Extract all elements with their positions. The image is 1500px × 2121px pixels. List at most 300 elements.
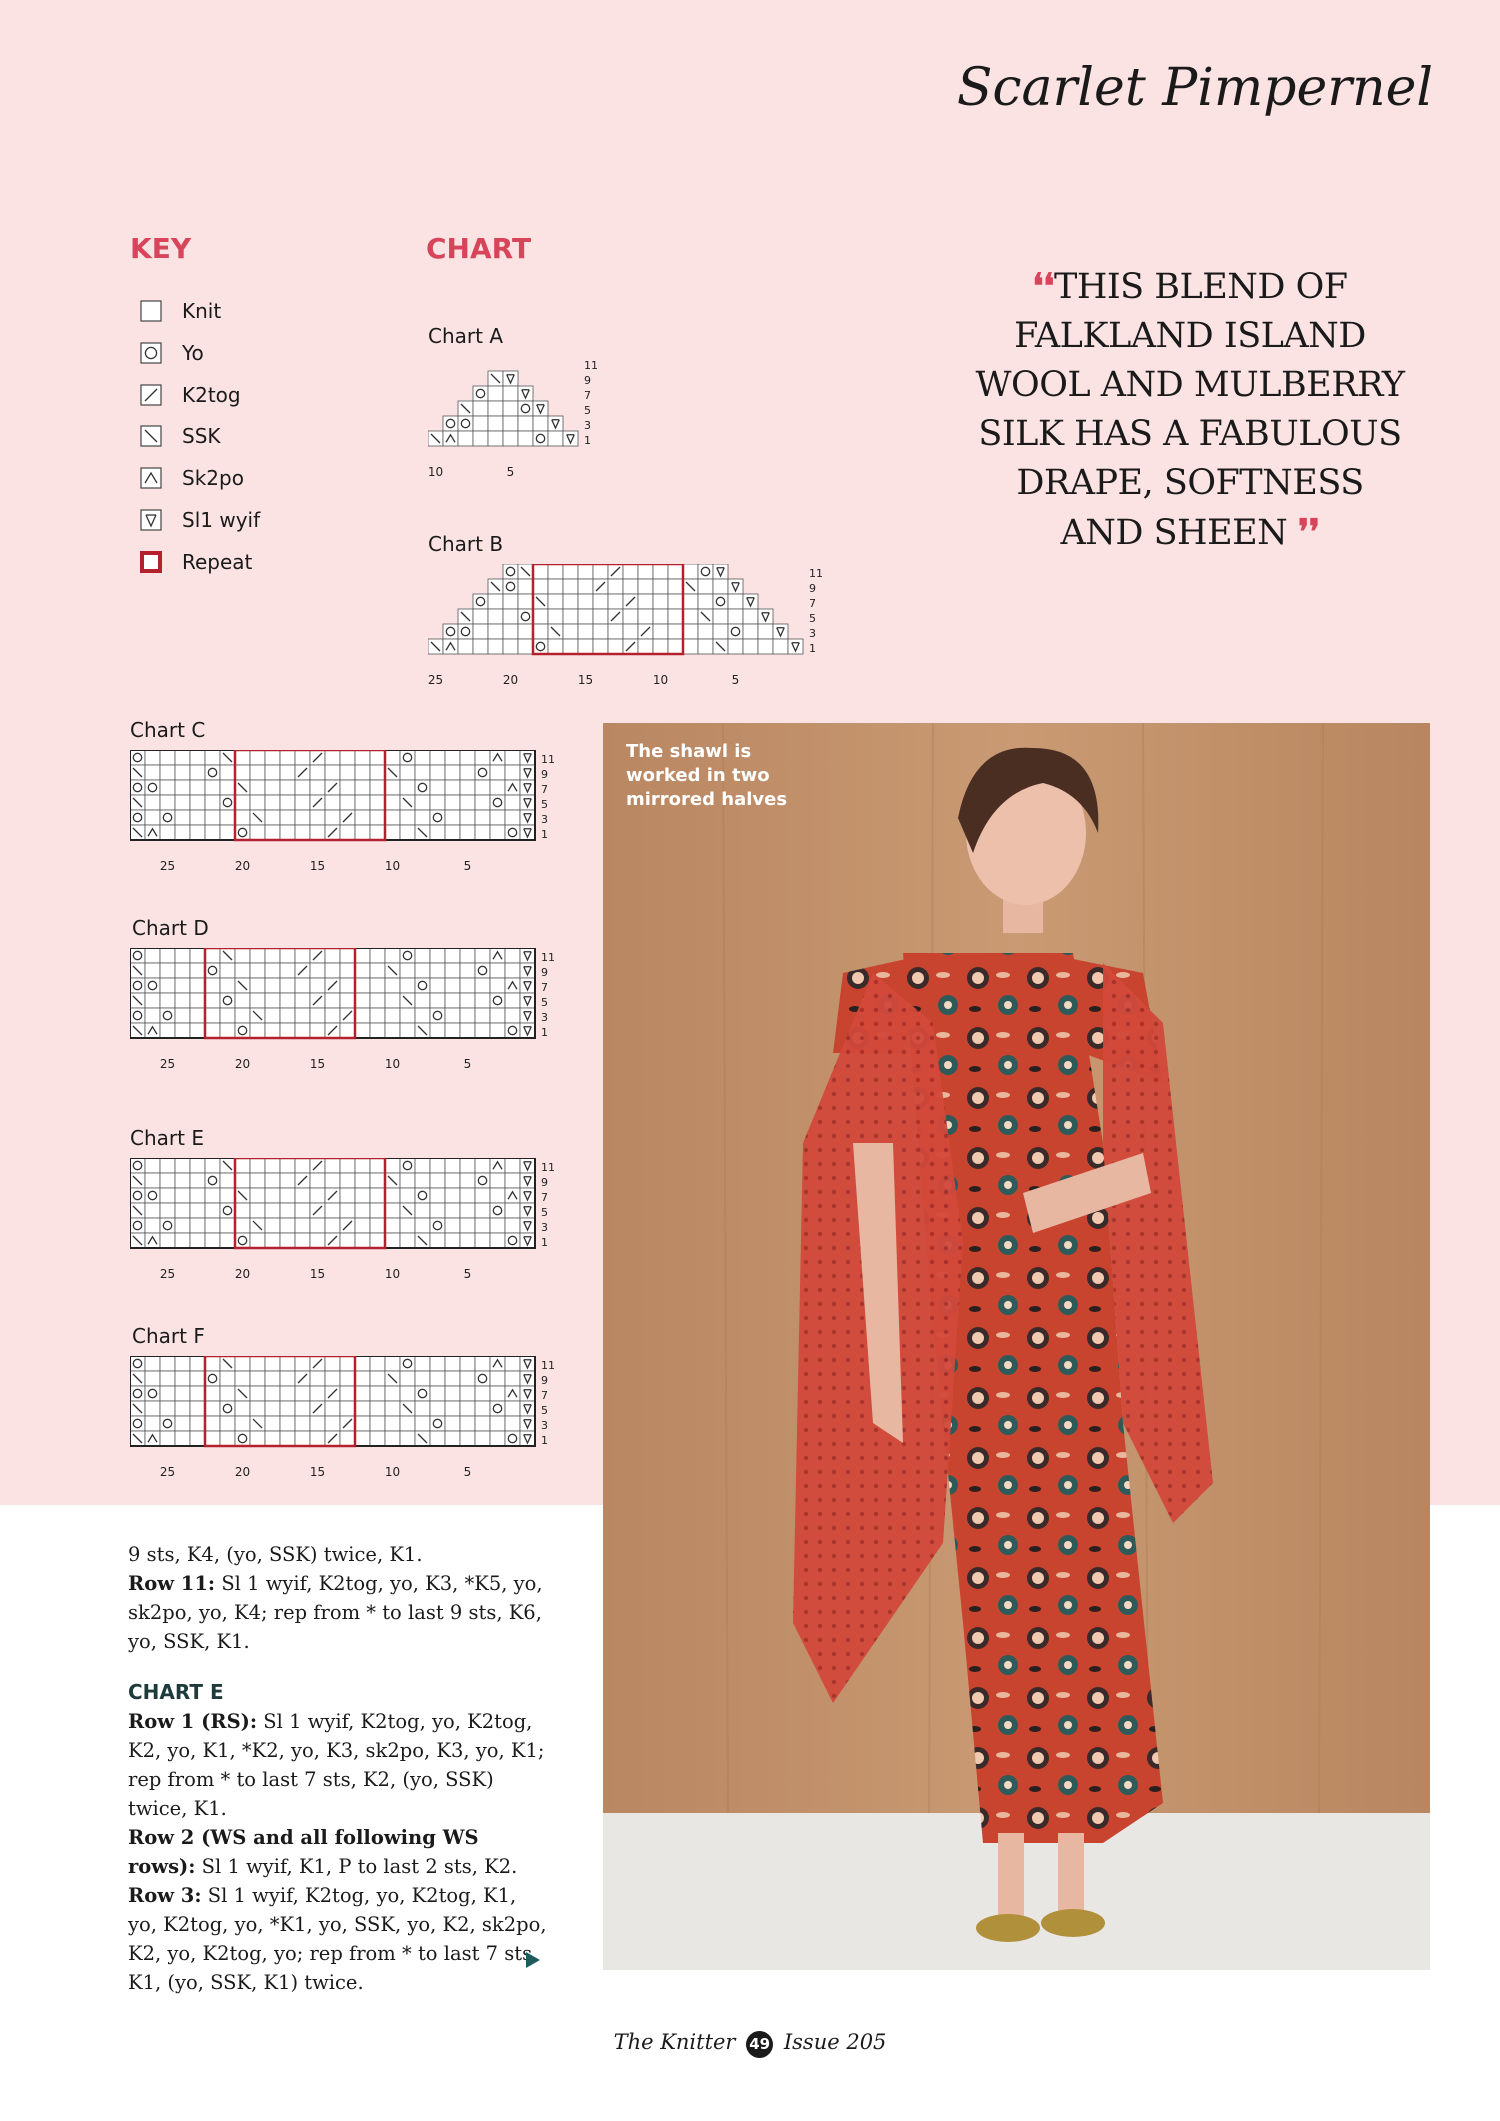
chart-cell [415, 765, 430, 780]
chart-cell [400, 825, 415, 840]
chart-cell [460, 1371, 475, 1386]
chart-cell [653, 609, 668, 624]
chart-cell [220, 1023, 235, 1038]
chart-cell [415, 1173, 430, 1188]
key-item-sl1wyif [140, 505, 260, 535]
knit-icon [140, 300, 162, 322]
chart-cell [190, 1203, 205, 1218]
chart-cell [280, 1416, 295, 1431]
chart-cell [340, 1023, 355, 1038]
chart-cell [355, 1431, 370, 1446]
chart-cell [175, 1233, 190, 1248]
chart-cell [370, 780, 385, 795]
row-label: 9 [541, 1175, 548, 1189]
chart-cell [325, 1371, 340, 1386]
chart-e-heading: CHART E [128, 1680, 224, 1704]
chart-cell [653, 639, 668, 654]
key-item-yo [140, 338, 204, 368]
col-label: 5 [463, 1465, 472, 1479]
chart-cell [578, 594, 593, 609]
chart-cell [370, 1023, 385, 1038]
chart-cell [325, 1356, 340, 1371]
chart-cell [430, 963, 445, 978]
chart-cell [280, 825, 295, 840]
chart-cell [340, 1371, 355, 1386]
chart-cell [653, 564, 668, 579]
chart-cell [250, 1401, 265, 1416]
chart-cell [460, 963, 475, 978]
chart-cell [430, 810, 445, 825]
chart-cell [280, 963, 295, 978]
chart-cell [280, 1356, 295, 1371]
row-label: 1 [541, 827, 548, 841]
chart-cell [370, 993, 385, 1008]
col-label: 25 [428, 673, 444, 687]
row-3-text: Sl 1 wyif, K2tog, yo, K2tog, K1, yo, K2tog, yo, *K1, yo, SSK, yo, K2, sk2po, K2, yo, K2tog, yo; rep from * to last 7 sts, K1, (yo, SSK, K1) twice. [128, 1884, 547, 1994]
chart-cell [460, 1158, 475, 1173]
chart-cell [340, 795, 355, 810]
chart-cell [250, 963, 265, 978]
chart-cell [325, 795, 340, 810]
chart-cell [235, 795, 250, 810]
chart-cell [265, 1356, 280, 1371]
chart-cell [385, 750, 400, 765]
chart-cell [430, 1401, 445, 1416]
chart-cell [460, 1401, 475, 1416]
chart-cell [325, 963, 340, 978]
chart-cell [505, 1173, 520, 1188]
chart-cell [175, 1158, 190, 1173]
chart-cell [490, 765, 505, 780]
chart-cell [295, 810, 310, 825]
chart-cell [160, 1173, 175, 1188]
key-label-sl1wyif: Sl1 wyif [182, 508, 261, 532]
chart-cell [533, 624, 548, 639]
chart-cell [280, 1386, 295, 1401]
chart-cell [505, 780, 520, 795]
chart-cell [265, 765, 280, 780]
chart-cell [340, 1401, 355, 1416]
chart-cell [385, 795, 400, 810]
key-label-knit: Knit [182, 299, 222, 323]
row-label: 3 [809, 626, 816, 640]
chart-cell [160, 810, 175, 825]
chart-cell [473, 401, 488, 416]
chart-cell [130, 1416, 145, 1431]
chart-cell [400, 1371, 415, 1386]
chart-cell [130, 1158, 145, 1173]
chart-cell [355, 1416, 370, 1431]
chart-cell [743, 609, 758, 624]
chart-cell [295, 750, 310, 765]
row-label: 5 [541, 1403, 548, 1417]
chart-cell [505, 1371, 520, 1386]
chart-cell [415, 1008, 430, 1023]
chart-cell [460, 810, 475, 825]
chart-cell [548, 639, 563, 654]
chart-heading: CHART [426, 232, 532, 265]
chart-cell [340, 1158, 355, 1173]
chart-cell [490, 1416, 505, 1431]
chart-cell [533, 431, 548, 446]
chart-cell [280, 1173, 295, 1188]
chart-cell [340, 1203, 355, 1218]
chart-cell [445, 1218, 460, 1233]
col-label: 10 [384, 1057, 401, 1071]
chart-cell [235, 1356, 250, 1371]
chart-cell [475, 1386, 490, 1401]
chart-cell [175, 963, 190, 978]
chart-cell [280, 978, 295, 993]
chart-cell [205, 963, 220, 978]
chart-cell [175, 765, 190, 780]
chart-cell [145, 810, 160, 825]
chart-cell [355, 978, 370, 993]
chart-cell [280, 1218, 295, 1233]
row-label: 1 [584, 433, 591, 447]
chart-cell [385, 1158, 400, 1173]
chart-cell [310, 1218, 325, 1233]
chart-cell [145, 795, 160, 810]
chart-cell [355, 1203, 370, 1218]
chart-cell [370, 1233, 385, 1248]
chart-cell [310, 825, 325, 840]
chart-cell [533, 416, 548, 431]
chart-cell [458, 431, 473, 446]
chart-cell [250, 1023, 265, 1038]
chart-cell [490, 1008, 505, 1023]
chart-cell [415, 948, 430, 963]
chart-cell [205, 750, 220, 765]
chart-cell [593, 594, 608, 609]
chart-cell [235, 810, 250, 825]
chart-cell [295, 825, 310, 840]
chart-cell [415, 1218, 430, 1233]
chart-cell [578, 624, 593, 639]
chart-cell [683, 609, 698, 624]
chart-cell [280, 1203, 295, 1218]
key-item-k2tog [140, 380, 241, 410]
col-label: 5 [463, 1267, 472, 1281]
row-label: 7 [584, 388, 591, 402]
row-label: 3 [584, 418, 591, 432]
chart-cell [503, 609, 518, 624]
col-label: 5 [463, 1057, 472, 1071]
chart-cell [145, 1416, 160, 1431]
chart-cell [473, 624, 488, 639]
chart-cell [563, 564, 578, 579]
chart-a-grid [428, 356, 578, 446]
row-label: 11 [809, 566, 823, 580]
chart-cell [460, 1188, 475, 1203]
chart-cell [370, 948, 385, 963]
page-footer [0, 2030, 1500, 2058]
chart-cell [370, 963, 385, 978]
chart-cell [488, 386, 503, 401]
chart-cell [458, 624, 473, 639]
chart-cell [295, 1386, 310, 1401]
chart-cell [370, 1386, 385, 1401]
chart-cell [175, 780, 190, 795]
chart-cell [220, 963, 235, 978]
chart-cell [593, 639, 608, 654]
chart-cell [385, 825, 400, 840]
chart-cell [175, 948, 190, 963]
chart-cell [220, 993, 235, 1008]
chart-cell [773, 639, 788, 654]
row-label: 5 [541, 995, 548, 1009]
row-1-text: Sl 1 wyif, K2tog, yo, K2tog, K2, yo, K1, *K2, yo, K3, sk2po, K3, yo, K1; rep from * to last 7 sts, K2, (yo, SSK) twice, K1. [128, 1710, 545, 1820]
col-label: 5 [731, 673, 740, 687]
chart-cell [713, 609, 728, 624]
chart-cell [758, 624, 773, 639]
chart-cell [505, 1188, 520, 1203]
chart-cell [400, 1158, 415, 1173]
chart-f-grid [130, 1356, 535, 1446]
chart-cell [310, 1023, 325, 1038]
ssk-icon [140, 425, 162, 447]
col-label: 15 [577, 673, 594, 687]
chart-cell [310, 1173, 325, 1188]
chart-cell [475, 1371, 490, 1386]
chart-cell [443, 431, 458, 446]
chart-cell [460, 1416, 475, 1431]
footer-magazine: The Knitter [613, 2030, 736, 2054]
chart-cell [325, 993, 340, 1008]
chart-cell [593, 564, 608, 579]
yo-icon [140, 342, 162, 364]
chart-cell [443, 624, 458, 639]
chart-cell [460, 1356, 475, 1371]
chart-cell [668, 579, 683, 594]
chart-cell [475, 993, 490, 1008]
row-label: 11 [541, 752, 555, 766]
chart-cell [295, 1188, 310, 1203]
chart-cell [653, 624, 668, 639]
row-label: 1 [541, 1433, 548, 1447]
chart-cell [340, 1386, 355, 1401]
chart-cell [445, 1008, 460, 1023]
chart-cell [385, 948, 400, 963]
row-label: 9 [584, 373, 591, 387]
chart-cell [175, 1386, 190, 1401]
row-label: 3 [541, 1418, 548, 1432]
chart-cell [175, 1023, 190, 1038]
chart-cell [355, 765, 370, 780]
chart-cell [505, 1158, 520, 1173]
chart-cell [310, 1386, 325, 1401]
chart-cell [160, 978, 175, 993]
chart-cell [475, 1356, 490, 1371]
chart-cell [160, 1416, 175, 1431]
chart-cell [445, 1431, 460, 1446]
chart-cell [385, 1233, 400, 1248]
chart-cell [355, 1218, 370, 1233]
key-item-sk2po [140, 463, 244, 493]
chart-cell [145, 1173, 160, 1188]
chart-cell [310, 810, 325, 825]
chart-cell [265, 810, 280, 825]
chart-cell [490, 1233, 505, 1248]
chart-cell [415, 1386, 430, 1401]
chart-cell [130, 780, 145, 795]
chart-cell [175, 1371, 190, 1386]
chart-cell [340, 963, 355, 978]
row-2-label: Row 2 (WS and all following WS rows): [128, 1826, 479, 1878]
chart-cell [505, 948, 520, 963]
chart-cell [160, 1386, 175, 1401]
chart-cell [475, 810, 490, 825]
chart-cell [400, 1431, 415, 1446]
chart-cell [445, 948, 460, 963]
key-label-repeat: Repeat [182, 550, 253, 574]
chart-cell [503, 594, 518, 609]
chart-cell [130, 1008, 145, 1023]
chart-cell [445, 1023, 460, 1038]
chart-cell [460, 750, 475, 765]
chart-cell [250, 1431, 265, 1446]
chart-cell [548, 564, 563, 579]
chart-cell [265, 1233, 280, 1248]
chart-cell [503, 401, 518, 416]
chart-cell [490, 1356, 505, 1371]
chart-cell [430, 1218, 445, 1233]
chart-cell [505, 1401, 520, 1416]
chart-cell [505, 1233, 520, 1248]
chart-cell [415, 1188, 430, 1203]
chart-cell [548, 609, 563, 624]
chart-cell [205, 1233, 220, 1248]
chart-f [130, 1356, 570, 1484]
chart-cell [355, 1023, 370, 1038]
chart-cell [415, 795, 430, 810]
chart-cell [235, 1008, 250, 1023]
chart-e [130, 1158, 570, 1286]
chart-cell [385, 1023, 400, 1038]
col-label: 10 [384, 859, 401, 873]
chart-cell [280, 1158, 295, 1173]
chart-cell [265, 780, 280, 795]
chart-cell [385, 978, 400, 993]
chart-cell [235, 1203, 250, 1218]
chart-cell [683, 624, 698, 639]
chart-cell [445, 1203, 460, 1218]
chart-d [130, 948, 570, 1076]
chart-cell [205, 1023, 220, 1038]
chart-cell [175, 1356, 190, 1371]
chart-cell [175, 1188, 190, 1203]
chart-cell [490, 1173, 505, 1188]
chart-cell [400, 1233, 415, 1248]
chart-cell [653, 579, 668, 594]
chart-cell [340, 948, 355, 963]
chart-cell [205, 1008, 220, 1023]
chart-cell [400, 1023, 415, 1038]
chart-cell [370, 1203, 385, 1218]
chart-cell [505, 1203, 520, 1218]
chart-cell [250, 765, 265, 780]
chart-cell [220, 1008, 235, 1023]
chart-cell [205, 993, 220, 1008]
chart-cell [280, 1023, 295, 1038]
repeat-icon [140, 551, 162, 573]
chart-cell [505, 1008, 520, 1023]
chart-cell [385, 1356, 400, 1371]
chart-cell [295, 993, 310, 1008]
col-label: 25 [159, 859, 176, 873]
chart-cell [220, 1401, 235, 1416]
footer-issue: Issue 205 [783, 2030, 887, 2054]
chart-cell [175, 1203, 190, 1218]
chart-cell [280, 1401, 295, 1416]
chart-cell [668, 609, 683, 624]
chart-cell [265, 1188, 280, 1203]
chart-cell [205, 1173, 220, 1188]
chart-cell [325, 1173, 340, 1188]
chart-cell [475, 1158, 490, 1173]
chart-cell [475, 1416, 490, 1431]
chart-cell [310, 780, 325, 795]
chart-cell [205, 780, 220, 795]
chart-cell [205, 1203, 220, 1218]
chart-cell [415, 1356, 430, 1371]
chart-cell [505, 1386, 520, 1401]
chart-cell [325, 1158, 340, 1173]
chart-cell [295, 1431, 310, 1446]
chart-cell [145, 1401, 160, 1416]
chart-cell [460, 1023, 475, 1038]
chart-cell [145, 993, 160, 1008]
close-quote-icon: ❜❜ [1297, 512, 1320, 553]
chart-cell [475, 1203, 490, 1218]
chart-cell [505, 1356, 520, 1371]
chart-cell [445, 1356, 460, 1371]
chart-cell [415, 978, 430, 993]
chart-cell [475, 948, 490, 963]
chart-cell [563, 624, 578, 639]
chart-cell [415, 750, 430, 765]
chart-cell [370, 1401, 385, 1416]
chart-cell [310, 1008, 325, 1023]
chart-cell [145, 1023, 160, 1038]
row-label: 3 [541, 1010, 548, 1024]
chart-cell [370, 795, 385, 810]
chart-cell [475, 780, 490, 795]
chart-cell [728, 609, 743, 624]
chart-cell [265, 1371, 280, 1386]
chart-cell [415, 1203, 430, 1218]
chart-cell [235, 1173, 250, 1188]
chart-cell [445, 978, 460, 993]
row-label: 9 [541, 965, 548, 979]
chart-cell [490, 1158, 505, 1173]
chart-cell [608, 639, 623, 654]
chart-cell [220, 1203, 235, 1218]
chart-cell [295, 948, 310, 963]
row-11-text: Sl 1 wyif, K2tog, yo, K3, *K5, yo, sk2po, yo, K4; rep from * to last 9 sts, K6, yo, SSK, K1. [128, 1572, 543, 1653]
chart-cell [280, 1371, 295, 1386]
chart-cell [385, 1218, 400, 1233]
chart-c-label: Chart C [130, 718, 206, 742]
chart-cell [145, 1371, 160, 1386]
chart-cell [430, 1386, 445, 1401]
chart-cell [430, 765, 445, 780]
chart-cell [490, 780, 505, 795]
chart-cell [503, 564, 518, 579]
chart-cell [145, 978, 160, 993]
chart-cell [430, 948, 445, 963]
chart-cell [473, 609, 488, 624]
